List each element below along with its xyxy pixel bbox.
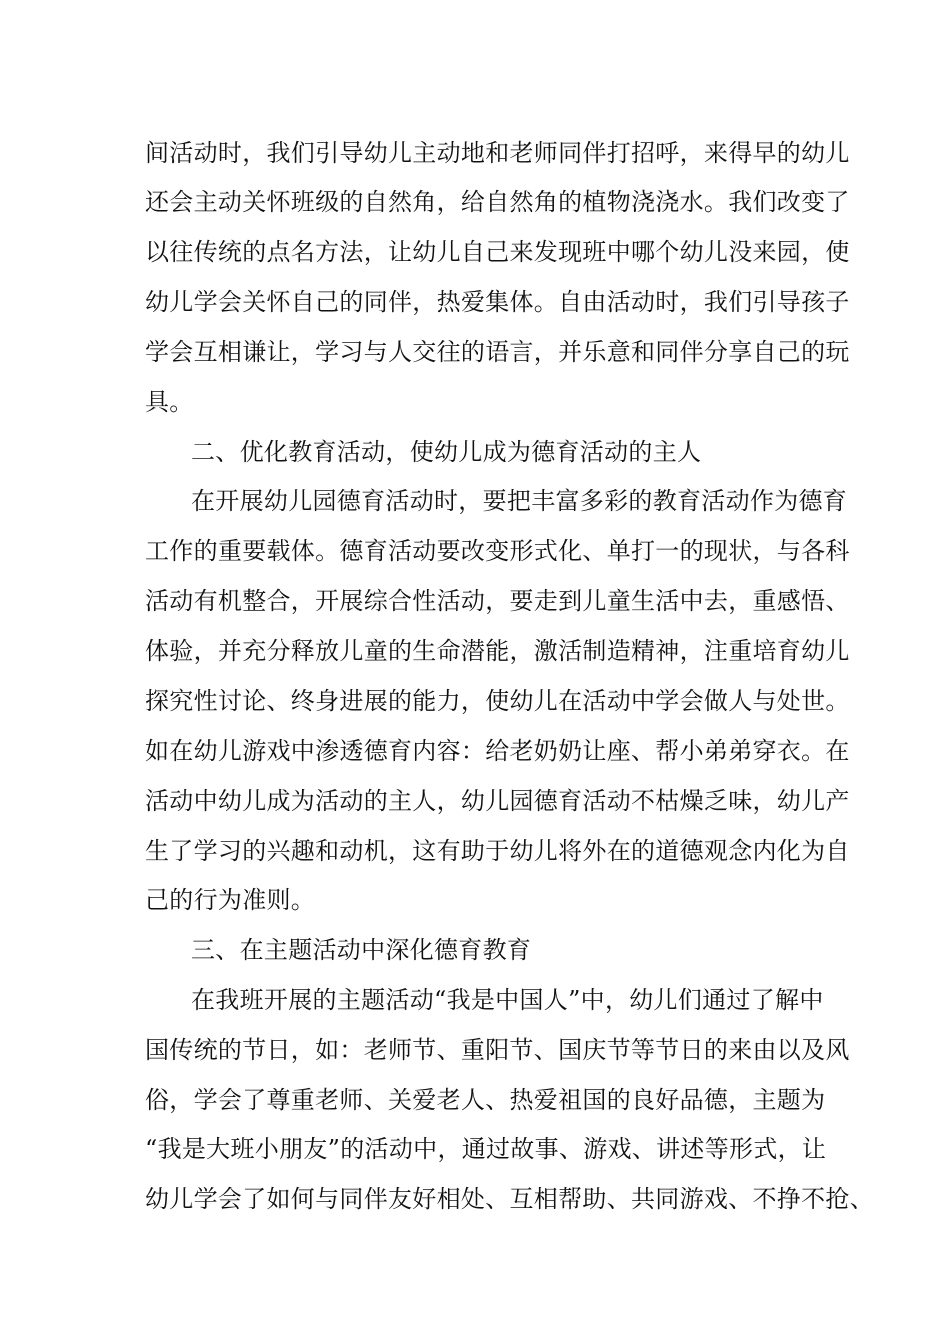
section-heading: 三、在主题活动中深化德育教育 — [191, 936, 532, 964]
paragraph-line: 具。 — [145, 388, 194, 416]
paragraph-line: “我是大班小朋友”的活动中，通过故事、游戏、讲述等形式，让 — [145, 1135, 827, 1163]
paragraph-line: 如在幼儿游戏中渗透德育内容：给老奶奶让座、帮小弟弟穿衣。在 — [145, 737, 850, 765]
paragraph-line: 还会主动关怀班级的自然角，给自然角的植物浇浇水。我们改变了 — [145, 188, 850, 216]
section-heading: 二、优化教育活动，使幼儿成为德育活动的主人 — [191, 438, 702, 466]
paragraph-line: 活动中幼儿成为活动的主人，幼儿园德育活动不枯燥乏味，幼儿产 — [145, 787, 850, 815]
paragraph-line: 以往传统的点名方法，让幼儿自己来发现班中哪个幼儿没来园，使 — [145, 238, 850, 266]
paragraph-line: 在开展幼儿园德育活动时，要把丰富多彩的教育活动作为德育 — [191, 487, 848, 515]
paragraph-line: 间活动时，我们引导幼儿主动地和老师同伴打招呼，来得早的幼儿 — [145, 139, 850, 167]
paragraph-line: 探究性讨论、终身进展的能力，使幼儿在活动中学会做人与处世。 — [145, 687, 850, 715]
paragraph-line: 幼儿学会关怀自己的同伴，热爱集体。自由活动时，我们引导孩子 — [145, 288, 850, 316]
paragraph-line: 活动有机整合，开展综合性活动，要走到儿童生活中去，重感悟、 — [145, 587, 850, 615]
paragraph-line: 己的行为准则。 — [145, 886, 316, 914]
paragraph-line: 生了学习的兴趣和动机，这有助于幼儿将外在的道德观念内化为自 — [145, 837, 850, 865]
paragraph-line: 俗，学会了尊重老师、关爱老人、热爱祖国的良好品德，主题为 — [145, 1086, 826, 1114]
paragraph-line: 幼儿学会了如何与同伴友好相处、互相帮助、共同游戏、不挣不抢、 — [145, 1185, 874, 1213]
paragraph-line: 学会互相谦让，学习与人交往的语言，并乐意和同伴分享自己的玩 — [145, 338, 850, 366]
paragraph-line: 工作的重要载体。德育活动要改变形式化、单打一的现状，与各科 — [145, 537, 850, 565]
paragraph-line: 体验，并充分释放儿童的生命潜能，激活制造精神，注重培育幼儿 — [145, 637, 850, 665]
paragraph-line: 在我班开展的主题活动“我是中国人”中，幼儿们通过了解中 — [191, 986, 824, 1014]
paragraph-line: 国传统的节日，如：老师节、重阳节、国庆节等节日的来由以及风 — [145, 1036, 850, 1064]
